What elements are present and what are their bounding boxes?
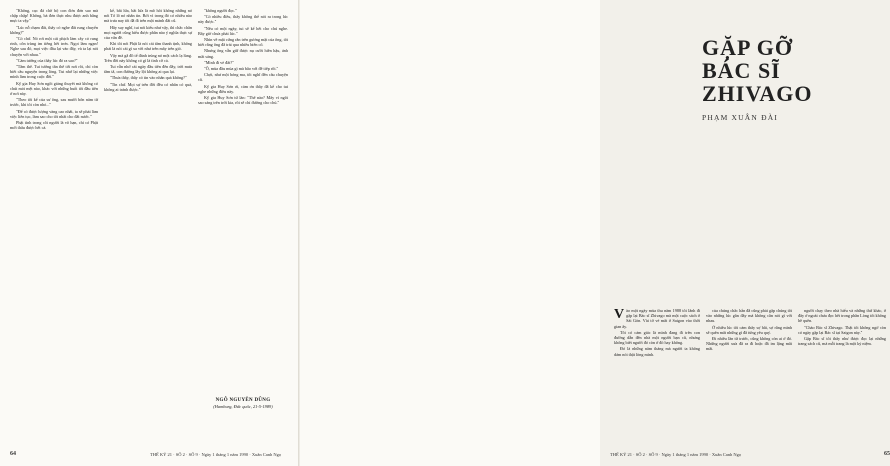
paragraph: "Lúc nỗ chạm đất, thấy có nghe đất rung chuyển không?" — [10, 24, 98, 35]
paragraph: Đi nhiều lần từ trước, cũng không còn ai ở đó. Những người xưa đã ra đi hoặc đã im lặng mãi mãi. — [706, 336, 792, 352]
left-page — [0, 0, 300, 466]
left-column-1 — [10, 8, 98, 448]
paragraph: Khi tôi nói Phật là nói cái tâm thanh tịnh, không phải là nói cái gì xa vời như trên mây trên gió. — [104, 41, 192, 52]
author-signature — [198, 398, 288, 410]
paragraph: Gặp Bác sĩ tôi thấy như được đọc lại những trang sách cũ, mà mỗi trang là một kỷ niệm. — [798, 336, 886, 347]
paragraph: Kỹ gia Huy Sơn ơi, cảm ơn thầy đã kể cho tui nghe những điều này. — [198, 83, 288, 94]
page-number-right: 65 — [884, 451, 890, 457]
right-column-3 — [798, 308, 886, 448]
footer-text-right: THẾ KỶ 21 · SỐ 2 · SỐ 9 · Ngày 1 tháng 1 năm 1990 · Xuân Canh Ngọ — [610, 452, 742, 457]
paragraph: Kỹ gia Huy Sơn tứ lăn: "Thế nào? Mấy vì ngôi sao sáng trên trời kia, rồi sẽ chỉ đường cho chú." — [198, 95, 288, 106]
paragraph: Tôi có cảm giác là mình đang đi trên con đường dẫn đến nhà một người bạn cũ, nhưng không biết người đó còn ở đó hay không. — [614, 329, 700, 346]
paragraph: Nhưng ông vẫn giữ được nụ cười hiền hậu, ánh mắt sáng. — [198, 48, 288, 59]
paragraph: "Theo tôi kể của sư ông, sau mười bốn năm từ trước, khi tôi còn nhỏ..." — [10, 97, 98, 108]
paragraph: "Mình đi vè đất?" — [204, 59, 234, 65]
left-column-2 — [104, 8, 192, 448]
paragraph: "Ô, mùa đầu mùa gì mà bão với đê tiếp rồi." — [204, 66, 279, 72]
paragraph: Ở nhiều lúc tôi cảm thấy sợ hãi, sợ rằng mình sẽ quên mất những gì đã từng yêu quý. — [706, 324, 792, 335]
paragraph: Kỹ gia Huy Sơn ngồi giảng thuyết mà không có chút mỏi mệt nào, khác với những buổi tối đầu tiên ở nơi này. — [10, 80, 98, 97]
paragraph: "không người đọc." — [204, 8, 237, 13]
article-title-line-2: BÁC SĨ ZHIVAGO — [702, 58, 813, 106]
paragraph: Hãy suy nghĩ, tui nói kiểu như vậy, thì chắc chắn mọi người cũng hiểu được phần nào ý nghĩa thực sự của vấn đề. — [104, 24, 193, 41]
paragraph: Vào một ngày mùa thu năm 1988 tôi lãnh đi gặp lại Bác sĩ Zhivago mà một cuộc sách ở Sài Gòn. Vài tờ vé mất ở Saigon vào thời gian ấy. — [614, 307, 700, 329]
paragraph: "Có nhiều điều, thấy không thể nói ra trong lúc này được." — [198, 14, 288, 25]
paragraph: Vậy mà gã đồ tể đánh trúng nó một cách lạ lùng. Trên đời này không có gì là tình cờ cả. — [104, 52, 192, 63]
paragraph: "Tin chứ. Mọi sự trên đời đều có nhân có quả, không ai tránh được." — [104, 81, 192, 92]
right-column-1 — [614, 308, 700, 448]
paragraph: "Tâm thế. Tui tưởng tân thế tới nơi rồi, chỉ còn biết cầu nguyện trong lòng. Tui nhớ lại những việc mình làm trong cuộc đời." — [10, 64, 98, 80]
signature-name: NGÔ NGUYÊN DŨNG — [215, 398, 271, 403]
paragraph: Chợt, như một bóng ma, tôi nghĩ đến câu chuyện cũ. — [198, 72, 288, 83]
drop-cap: V — [614, 307, 625, 322]
right-page — [300, 0, 890, 466]
paragraph: Nhìn về mặt cứng rắn trên gương mặt của ông, tôi biết rằng ông đã trải qua nhiều biến cố. — [198, 37, 288, 48]
article-title-line-1: GẶP GỠ — [702, 35, 793, 60]
paragraph: "Không, cục đá chờ bộ con đơn đơn sao mà chặp chặp! Không, bà đơn thực nhu được anh bằng mực ta vậy." — [10, 8, 98, 24]
paragraph: "Để có được lượng vàng cao nhất, ta sẽ phải làm việc liên tục, làm sao cho tốt nhất cho đất nước." — [10, 108, 98, 119]
paragraph: "Nếu có một ngày, tui sẽ kể hết cho chú nghe. Bây giờ chưa phải lúc." — [198, 25, 288, 36]
page-number-left: 64 — [10, 451, 16, 457]
paragraph: kể, bắt lửa, bắt lửa là mồ hôi không những nó nói Tố lố nó nhắn tin. Bởi vì trong đó có nhiều nào mà trưa nay tôi đã đi trên một mảnh đất cũ. — [104, 8, 192, 24]
paragraph: "Có chứ. Nó rơi một cái phịch làm cây cỏ rung rinh, côn trùng im tiếng hết trơn. Ngọt làm ngạn! Nghe sau đó, mọi việc đâu lại vào đấy, và ta lại nói chuyện với nhau." — [10, 36, 98, 57]
paragraph: Đó là những năm tháng mà người ta không dám nói thật lòng mình. — [614, 346, 700, 357]
paragraph: người chạy theo nhà hiểu và những thứ khác, ở đây ở ngoài chưa đọc hết trong phần Lòng tôi không hề quên. — [798, 308, 886, 324]
right-column-2 — [706, 308, 792, 448]
paragraph: Phật tính trong cõi người là vô hạn, chỉ có Phật mới thấu được hết cả. — [10, 120, 98, 131]
paragraph: "Thưa thầy, thầy có tin vào nhân quả không?" — [110, 75, 187, 81]
paragraph: Tui vẫn nhớ cái ngày đầu tiên đến đây, trời mưa tầm tã, con đường lầy lội không ai qua lại. — [104, 64, 192, 75]
left-column-3 — [198, 8, 288, 448]
article-title-block — [702, 36, 882, 122]
footer-text-left: THẾ KỶ 21 · SỐ 2 · SỐ 9 · Ngày 1 tháng 1 năm 1990 · Xuân Canh Ngọ — [150, 452, 282, 457]
signature-place: (Hamburg, Đức quốc, 21-5-1989) — [213, 404, 273, 409]
paragraph: của chúng chắc hẳn đã cũng phải gặp chúng tôi vào những lúc gần đây mà không cần nói gì với nhau. — [706, 308, 792, 324]
article-author: PHẠM XUÂN ĐÀI — [702, 113, 779, 122]
paragraph: "Cảm tưởng của thầy lúc đó ra sao?" — [16, 57, 78, 63]
paragraph: "Chào Bác sĩ Zhivago. Thật tôi không ngờ còn có ngày gặp lại Bác sĩ tại Saigon này." — [798, 324, 886, 335]
